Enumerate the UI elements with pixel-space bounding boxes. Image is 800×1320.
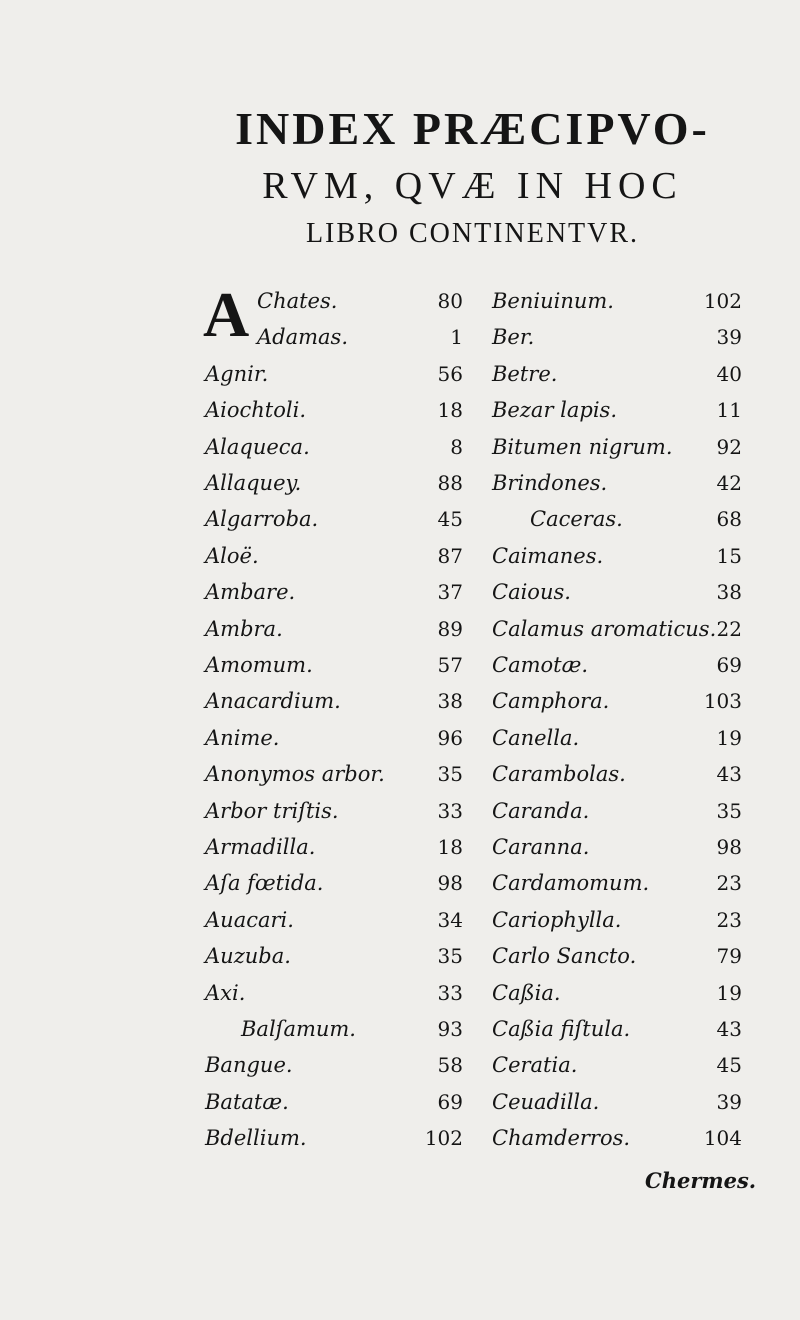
index-entry-page-number: 96 (437, 725, 463, 750)
index-entry-term: Aloë. (205, 543, 259, 568)
index-entry (492, 902, 742, 938)
index-entry-page-number: 8 (450, 434, 463, 459)
index-entry-term: Ber. (492, 325, 535, 350)
index-entry-page-number: 39 (716, 325, 742, 350)
index-entry-page-number: 33 (437, 980, 463, 1005)
index-entry-page-number: 92 (716, 434, 742, 459)
index-entry-term: Ceratia. (492, 1053, 578, 1078)
index-entry-page-number: 43 (716, 1017, 742, 1041)
index-entry-page-number: 88 (437, 471, 463, 495)
index-entry (492, 356, 742, 392)
index-entry (492, 1011, 742, 1047)
index-entry (205, 1084, 463, 1120)
index-entry-page-number: 35 (437, 762, 463, 787)
index-entry (205, 975, 463, 1011)
index-entry-term: Anonymos arbor. (205, 762, 385, 787)
index-entry-term: Bezar lapis. (492, 398, 618, 423)
index-entry-term: Caßia fiſtula. (492, 1017, 631, 1041)
index-entry-page-number: 57 (437, 653, 463, 677)
index-entry (530, 501, 742, 537)
index-entry (492, 611, 742, 647)
index-entry (492, 574, 742, 610)
index-entry-term: Bangue. (205, 1053, 293, 1078)
index-entry-term: Adamas. (257, 325, 349, 350)
index-entry-page-number: 35 (716, 798, 742, 823)
index-entry-term: Aſa fœtida. (205, 871, 324, 896)
catchword: Chermes. (645, 1168, 757, 1193)
index-entry-term: Ambra. (205, 616, 283, 641)
index-entry (492, 793, 742, 829)
index-entry-page-number: 39 (716, 1089, 742, 1114)
index-entry-term: Brindones. (492, 471, 608, 495)
index-entry (205, 902, 463, 938)
index-entry (205, 793, 463, 829)
index-entry-term: Chamderros. (492, 1126, 631, 1151)
index-entry-page-number: 35 (437, 944, 463, 969)
index-entry-page-number: 45 (716, 1053, 742, 1078)
index-entry (205, 720, 463, 756)
index-entry-page-number: 19 (716, 725, 742, 750)
index-entry-term: Canella. (492, 725, 580, 750)
index-entry-page-number: 98 (716, 835, 742, 859)
index-entry-term: Balſamum. (241, 1017, 356, 1041)
title-line-2: RVM, QVÆ IN HOC (262, 165, 683, 207)
index-entry-term: Arbor triſtis. (205, 798, 339, 823)
index-entry-page-number: 40 (716, 361, 742, 386)
index-entry (205, 356, 463, 392)
index-entry-page-number: 18 (437, 835, 463, 859)
index-entry-term: Anacardium. (205, 689, 341, 714)
index-entry-term: Axi. (205, 980, 246, 1005)
index-entry-term: Ceuadilla. (492, 1089, 600, 1114)
index-entry-page-number: 45 (437, 507, 463, 532)
index-entry (492, 756, 742, 792)
index-entry-term: Batatæ. (205, 1089, 289, 1114)
index-entry (492, 1120, 742, 1156)
index-entry (257, 283, 463, 319)
index-entry-term: Anime. (205, 725, 280, 750)
index-entry-page-number: 69 (716, 653, 742, 677)
index-entry-term: Cardamomum. (492, 871, 650, 896)
index-entry-page-number: 18 (437, 398, 463, 423)
index-entry (205, 392, 463, 428)
index-entry (205, 501, 463, 537)
index-entry-page-number: 33 (437, 798, 463, 823)
index-entry (205, 647, 463, 683)
index-entry (492, 647, 742, 683)
index-entry-term: Carlo Sancto. (492, 944, 637, 969)
index-entry (205, 574, 463, 610)
index-entry (492, 283, 742, 319)
index-entry-page-number: 103 (703, 689, 742, 714)
index-entry-page-number: 37 (437, 580, 463, 605)
title-line-3: LIBRO CONTINENTVR. (305, 218, 640, 249)
index-entry-term: Beniuinum. (492, 289, 614, 313)
index-entry (492, 1084, 742, 1120)
index-entry-page-number: 23 (716, 907, 742, 932)
index-entry (205, 1047, 463, 1083)
index-entry (205, 465, 463, 501)
index-entry (492, 538, 742, 574)
index-entry (257, 319, 463, 355)
index-entry-term: Caceras. (530, 507, 623, 532)
index-entry (205, 756, 463, 792)
drop-cap: A (203, 279, 250, 350)
index-entry (205, 683, 463, 719)
index-entry-term: Caranna. (492, 835, 590, 859)
index-entry-term: Allaquey. (205, 471, 302, 495)
index-entry-page-number: 1 (450, 325, 463, 350)
index-entry (492, 319, 742, 355)
index-entry (205, 429, 463, 465)
index-entry (492, 429, 742, 465)
index-entry-term: Caimanes. (492, 543, 604, 568)
index-entry-term: Aiochtoli. (205, 398, 307, 423)
index-entry-page-number: 58 (437, 1053, 463, 1078)
index-entry-page-number: 38 (437, 689, 463, 714)
index-entry (205, 611, 463, 647)
index-entry-term: Bitumen nigrum. (492, 434, 673, 459)
index-entry-page-number: 38 (716, 580, 742, 605)
index-entry (205, 1120, 463, 1156)
index-entry-term: Betre. (492, 361, 558, 386)
index-entry-term: Caious. (492, 580, 571, 605)
index-entry (205, 829, 463, 865)
index-entry-page-number: 15 (716, 543, 742, 568)
index-entry-page-number: 80 (437, 289, 463, 313)
index-entry-term: Agnir. (205, 361, 269, 386)
index-entry-page-number: 43 (716, 762, 742, 787)
index-entry-page-number: 34 (437, 907, 463, 932)
index-entry-term: Camotæ. (492, 653, 588, 677)
index-entry (492, 465, 742, 501)
index-entry (205, 538, 463, 574)
index-entry (492, 720, 742, 756)
index-entry-term: Chates. (257, 289, 338, 313)
index-entry-page-number: 69 (437, 1089, 463, 1114)
index-entry-term: Carambolas. (492, 762, 626, 787)
index-entry-term: Alaqueca. (205, 434, 310, 459)
index-entry-term: Armadilla. (205, 835, 316, 859)
index-entry-page-number: 102 (424, 1126, 463, 1151)
index-entry (492, 865, 742, 901)
index-entry (492, 683, 742, 719)
index-entry (205, 938, 463, 974)
index-entry-term: Auacari. (205, 907, 294, 932)
index-entry-page-number: 79 (716, 944, 742, 969)
index-entry-page-number: 42 (716, 471, 742, 495)
index-entry-term: Amomum. (205, 653, 313, 677)
index-entry (241, 1011, 463, 1047)
index-entry (205, 865, 463, 901)
index-entry-page-number: 87 (437, 543, 463, 568)
index-entry-term: Camphora. (492, 689, 610, 714)
index-entry-term: Algarroba. (205, 507, 319, 532)
title-line-1: INDEX PRÆCIPVO- (235, 103, 710, 154)
index-entry-term: Ambare. (205, 580, 296, 605)
index-entry-term: Auzuba. (205, 944, 291, 969)
index-entry (492, 392, 742, 428)
index-entry-term: Cariophylla. (492, 907, 622, 932)
index-entry-term: Caßia. (492, 980, 561, 1005)
index-entry-term: Bdellium. (205, 1126, 307, 1151)
index-entry-page-number: 104 (703, 1126, 742, 1151)
index-entry (492, 829, 742, 865)
index-entry-page-number: 68 (716, 507, 742, 532)
index-entry-page-number: 56 (437, 361, 463, 386)
index-entry-page-number: 89 (437, 616, 463, 641)
index-entry-term: Caranda. (492, 798, 590, 823)
index-entry-page-number: 23 (716, 871, 742, 896)
index-entry (492, 975, 742, 1011)
index-entry-page-number: 98 (437, 871, 463, 896)
index-entry-page-number: 19 (716, 980, 742, 1005)
index-title (195, 100, 750, 254)
index-entry-page-number: 102 (703, 289, 742, 313)
index-entry-term: Calamus aromaticus. (492, 616, 717, 641)
index-entry-page-number: 93 (437, 1017, 463, 1041)
index-entry (492, 1047, 742, 1083)
index-entry (492, 938, 742, 974)
index-entry-page-number: 11 (716, 398, 742, 423)
index-entry-page-number: 22 (716, 616, 742, 641)
